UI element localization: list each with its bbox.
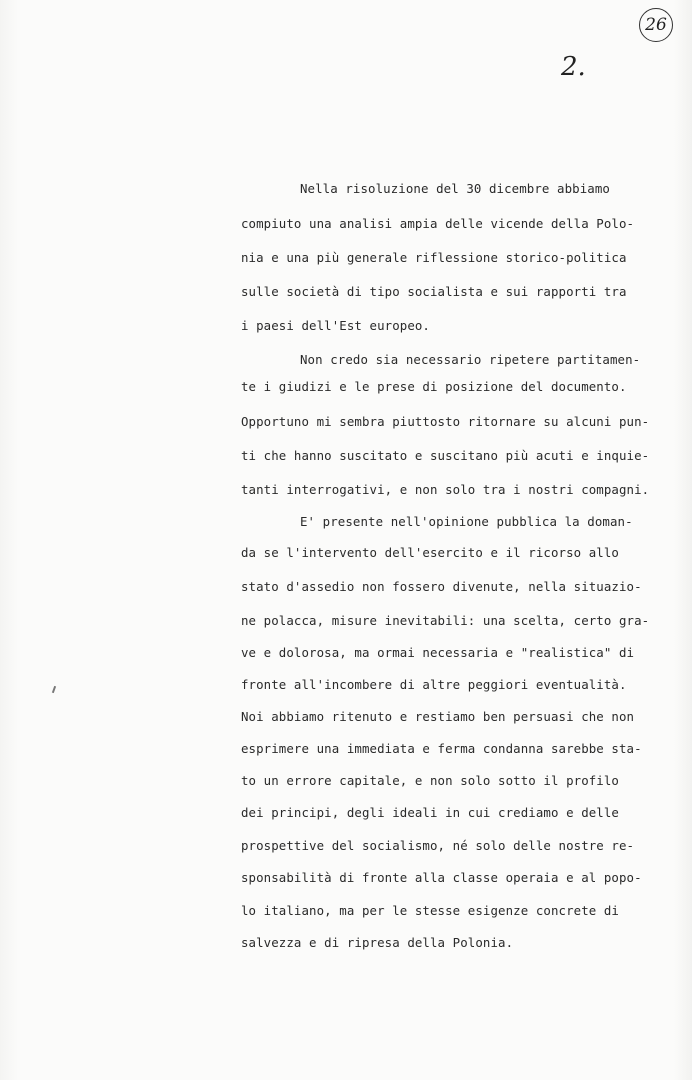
text-line: Non credo sia necessario ripetere partitamen- <box>300 352 641 367</box>
text-line: te i giudizi e le prese di posizione del documento. <box>241 379 627 394</box>
text-line: sulle società di tipo socialista e sui rapporti tra <box>241 284 627 299</box>
text-line: E' presente nell'opinione pubblica la doman- <box>300 514 633 529</box>
text-line: stato d'assedio non fossero divenute, nella situazio- <box>241 579 642 594</box>
text-line: ve e dolorosa, ma ormai necessaria e "realistica" di <box>241 645 635 660</box>
text-line: compiuto una analisi ampia delle vicende della Polo- <box>241 216 635 231</box>
text-line: ne polacca, misure inevitabili: una scelta, certo gra- <box>241 613 650 628</box>
text-line: lo italiano, ma per le stesse esigenze concrete di <box>241 903 619 918</box>
text-line: dei principi, degli ideali in cui crediamo e delle <box>241 805 619 820</box>
text-line: salvezza e di ripresa della Polonia. <box>241 935 514 950</box>
text-line: prospettive del socialismo, né solo delle nostre re- <box>241 838 635 853</box>
text-line: Noi abbiamo ritenuto e restiamo ben persuasi che non <box>241 709 635 724</box>
page-number: 2. <box>561 52 586 82</box>
text-line: esprimere una immediata e ferma condanna sarebbe sta- <box>241 741 642 756</box>
text-line: tanti interrogativi, e non solo tra i nostri compagni. <box>241 482 650 497</box>
text-line: fronte all'incombere di altre peggiori eventualità. <box>241 677 627 692</box>
archive-number-stamp: 26 <box>639 8 673 42</box>
text-line: to un errore capitale, e non solo sotto il profilo <box>241 773 619 788</box>
text-line: Nella risoluzione del 30 dicembre abbiamo <box>300 181 610 196</box>
text-line: sponsabilità di fronte alla classe operaia e al popo- <box>241 870 642 885</box>
text-line: da se l'intervento dell'esercito e il ricorso allo <box>241 545 619 560</box>
text-line: ti che hanno suscitato e suscitano più acuti e inquie- <box>241 448 650 463</box>
text-line: i paesi dell'Est europeo. <box>241 318 430 333</box>
stray-ink-mark <box>52 686 56 693</box>
text-line: nia e una più generale riflessione storico-politica <box>241 250 627 265</box>
text-line: Opportuno mi sembra piuttosto ritornare su alcuni pun- <box>241 414 650 429</box>
